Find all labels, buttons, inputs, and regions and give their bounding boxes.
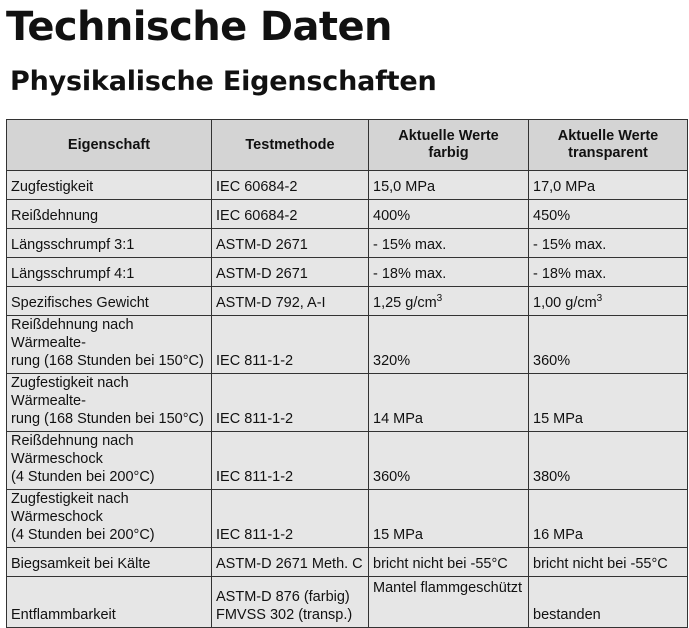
specs-table <box>6 119 688 628</box>
cell-eigenschaft: Zugfestigkeit nach Wärmealte- rung (168 Stunden bei 150°C) <box>7 374 212 432</box>
table-row <box>7 490 688 548</box>
header-testmethode: Testmethode <box>212 120 369 171</box>
cell-testmethode: IEC 811-1-2 <box>212 374 369 432</box>
cell-wert-transparent: 360% <box>529 316 688 374</box>
cell-wert-transparent: 17,0 MPa <box>529 171 688 200</box>
cell-testmethode: ASTM-D 792, A-I <box>212 287 369 316</box>
cell-testmethode: IEC 60684-2 <box>212 171 369 200</box>
cell-wert-transparent: bricht nicht bei -55°C <box>529 548 688 577</box>
section-subtitle: Physikalische Eigenschaften <box>10 66 437 97</box>
cell-testmethode: ASTM-D 2671 <box>212 229 369 258</box>
cell-eigenschaft: Längsschrumpf 4:1 <box>7 258 212 287</box>
table-row <box>7 229 688 258</box>
cell-testmethode: ASTM-D 2671 <box>212 258 369 287</box>
cell-wert-farbig: 400% <box>369 200 529 229</box>
cell-wert-farbig: - 15% max. <box>369 229 529 258</box>
table-row <box>7 374 688 432</box>
table-row <box>7 200 688 229</box>
table-row <box>7 287 688 316</box>
cell-wert-transparent: - 15% max. <box>529 229 688 258</box>
header-eigenschaft: Eigenschaft <box>7 120 212 171</box>
header-transparent: Aktuelle Werte transparent <box>529 120 688 171</box>
cell-testmethode: IEC 811-1-2 <box>212 316 369 374</box>
cell-wert-transparent: 15 MPa <box>529 374 688 432</box>
cell-eigenschaft: Zugfestigkeit <box>7 171 212 200</box>
cell-wert-farbig: 320% <box>369 316 529 374</box>
table-row <box>7 548 688 577</box>
table-row <box>7 432 688 490</box>
cell-eigenschaft: Zugfestigkeit nach Wärmeschock (4 Stunden bei 200°C) <box>7 490 212 548</box>
header-farbig: Aktuelle Werte farbig <box>369 120 529 171</box>
table-row <box>7 171 688 200</box>
cell-testmethode: ASTM-D 2671 Meth. C <box>212 548 369 577</box>
cell-testmethode: IEC 811-1-2 <box>212 432 369 490</box>
cell-testmethode: ASTM-D 876 (farbig) FMVSS 302 (transp.) <box>212 577 369 628</box>
cell-wert-farbig: Mantel flammgeschützt <box>369 577 529 628</box>
cell-eigenschaft: Entflammbarkeit <box>7 577 212 628</box>
cell-wert-farbig: - 18% max. <box>369 258 529 287</box>
cell-wert-transparent: 450% <box>529 200 688 229</box>
cell-wert-farbig: 15 MPa <box>369 490 529 548</box>
page-title: Technische Daten <box>6 4 392 50</box>
cell-wert-transparent: 16 MPa <box>529 490 688 548</box>
cell-wert-transparent: bestanden <box>529 577 688 628</box>
cell-eigenschaft: Spezifisches Gewicht <box>7 287 212 316</box>
cell-eigenschaft: Längsschrumpf 3:1 <box>7 229 212 258</box>
cell-wert-farbig: bricht nicht bei -55°C <box>369 548 529 577</box>
cell-wert-farbig: 360% <box>369 432 529 490</box>
cell-testmethode: IEC 60684-2 <box>212 200 369 229</box>
cell-wert-farbig: 1,25 $g/cm^3$ <box>369 287 529 316</box>
cell-wert-transparent: 1,00 $g/cm^3$ <box>529 287 688 316</box>
cell-wert-farbig: 15,0 MPa <box>369 171 529 200</box>
table-row <box>7 577 688 628</box>
cell-eigenschaft: Reißdehnung nach Wärmealte- rung (168 Stunden bei 150°C) <box>7 316 212 374</box>
cell-wert-transparent: 380% <box>529 432 688 490</box>
cell-wert-farbig: 14 MPa <box>369 374 529 432</box>
table-row <box>7 316 688 374</box>
cell-eigenschaft: Reißdehnung nach Wärmeschock (4 Stunden bei 200°C) <box>7 432 212 490</box>
cell-wert-transparent: - 18% max. <box>529 258 688 287</box>
cell-testmethode: IEC 811-1-2 <box>212 490 369 548</box>
cell-eigenschaft: Biegsamkeit bei Kälte <box>7 548 212 577</box>
table-header-row <box>7 120 688 171</box>
table-row <box>7 258 688 287</box>
cell-eigenschaft: Reißdehnung <box>7 200 212 229</box>
